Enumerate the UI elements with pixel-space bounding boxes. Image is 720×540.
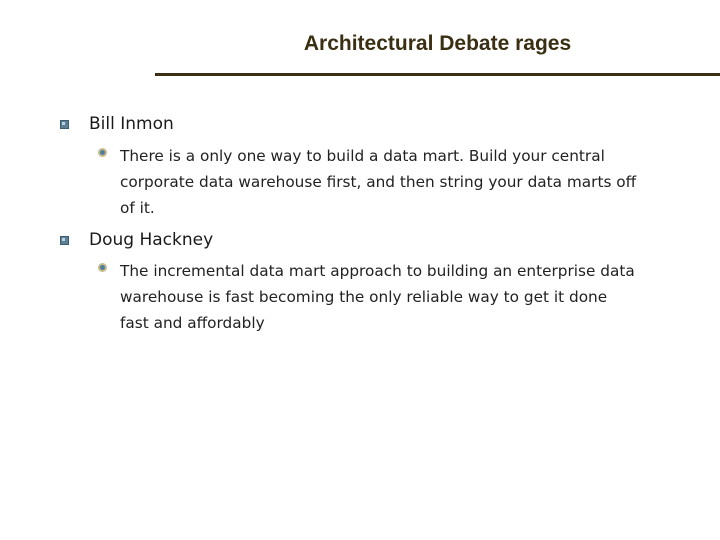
sub-bullet-line: The incremental data mart approach to building an enterprise data bbox=[120, 262, 635, 280]
bullet-label: Doug Hackney bbox=[89, 230, 214, 250]
slide-title: Architectural Debate rages bbox=[303, 32, 572, 55]
square-bullet-icon bbox=[60, 236, 69, 245]
title-underline bbox=[155, 73, 720, 76]
square-bullet-icon bbox=[60, 120, 69, 129]
bullet-label: Bill Inmon bbox=[89, 114, 174, 134]
sub-bullet-text bbox=[120, 143, 695, 221]
sub-bullet-line: warehouse is fast becoming the only reliable way to get it done bbox=[120, 288, 608, 306]
sub-bullet-line: corporate data warehouse first, and then string your data marts off bbox=[120, 173, 637, 191]
sub-bullet-line: There is a only one way to build a data mart. Build your central bbox=[120, 147, 605, 165]
sub-bullet-line: fast and affordably bbox=[120, 314, 265, 332]
round-bullet-icon bbox=[98, 263, 107, 272]
sub-bullet-text bbox=[120, 258, 695, 336]
sub-bullet-line: of it. bbox=[120, 199, 155, 217]
round-bullet-icon bbox=[98, 148, 107, 157]
